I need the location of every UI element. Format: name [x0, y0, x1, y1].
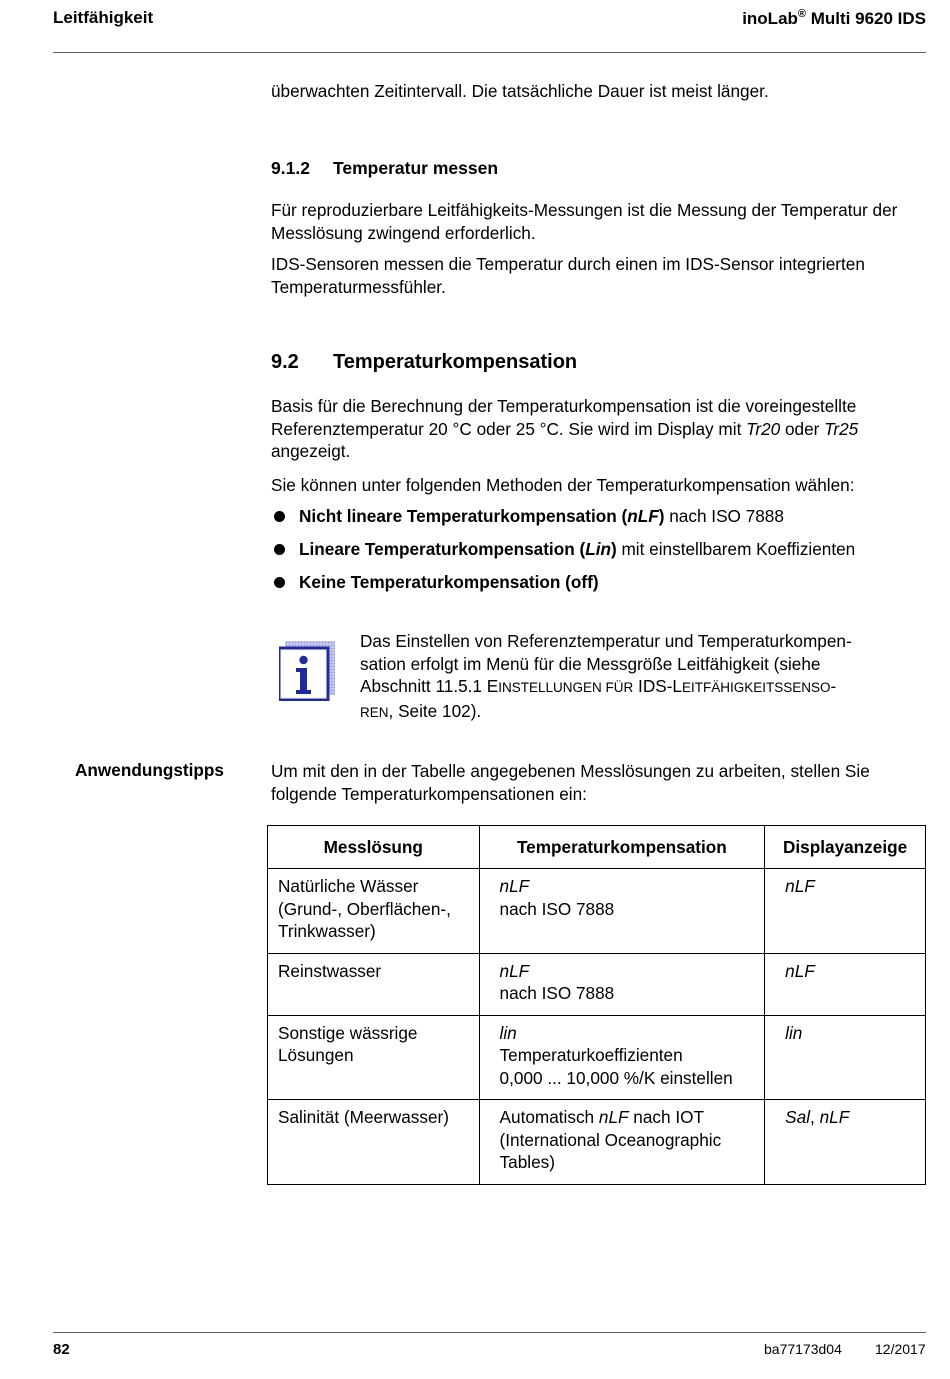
list-item: Lineare Temperaturkompensation (Lin) mit einstellbarem Koeffizienten	[271, 538, 855, 560]
footer-divider	[53, 1332, 926, 1333]
paragraph-ids-sensors: IDS-Sensoren messen die Temperatur durch einen im IDS-Sensor integrierten Temperaturmessfühler.	[271, 254, 865, 297]
table-row	[268, 953, 926, 1015]
cell-display: lin	[765, 1015, 926, 1100]
bullet-icon	[274, 544, 285, 555]
cell-display: nLF	[765, 953, 926, 1015]
compensation-table	[267, 825, 926, 1185]
side-label-application-tips: Anwendungstipps	[75, 760, 224, 780]
column-header-temperature-compensation: Temperaturkompensation	[479, 826, 765, 869]
paragraph-application-tips: Um mit den in der Tabelle angegebenen Messlösungen zu arbeiten, stellen Sie folgende Temperaturkompensationen ein:	[271, 761, 870, 804]
cell-solution: Salinität (Meerwasser)	[268, 1100, 480, 1185]
document-id: ba77173d04	[764, 1341, 842, 1357]
section-heading-9-2: 9.2 Temperaturkompensation	[271, 351, 578, 373]
column-header-measuring-solution: Messlösung	[268, 826, 480, 869]
paragraph-methods: Sie können unter folgenden Methoden der Temperaturkompensation wählen:	[271, 475, 855, 495]
paragraph-reference-temperature: Basis für die Berechnung der Temperaturkompensation ist die voreingestellte Referenztemperatur 20 °C oder 25 °C. Sie wird im Display mit Tr20 oder Tr25 angezeigt.	[271, 396, 859, 461]
cell-compensation: nLF nach ISO 7888	[479, 953, 765, 1015]
table-header-row	[268, 826, 926, 869]
list-item: Nicht lineare Temperaturkompensation (nLF) nach ISO 7888	[271, 505, 784, 527]
header-product-name: inoLab® Multi 9620 IDS	[742, 8, 926, 28]
info-icon	[279, 641, 335, 701]
cell-solution: Sonstige wässrige Lösungen	[268, 1015, 480, 1100]
table-row	[268, 1100, 926, 1185]
cell-display: Sal, nLF	[765, 1100, 926, 1185]
column-header-display: Displayanzeige	[765, 826, 926, 869]
document-date: 12/2017	[875, 1341, 926, 1357]
cell-compensation: Automatisch nLF nach IOT (International Oceanographic Tables)	[479, 1100, 765, 1185]
info-note-text: Das Einstellen von Referenztemperatur und Temperaturkompen- sation erfolgt im Menü für die Messgröße Leitfähigkeit (siehe Abschnitt 11.5.1 EINSTELLUNGEN FÜR IDS-LEITFÄHIGKEITSSENSO- REN, Seite 102).	[360, 631, 852, 721]
table-row	[268, 1015, 926, 1100]
cell-solution: Natürliche Wässer (Grund-, Oberflächen-, Trinkwasser)	[268, 869, 480, 954]
section-heading-9-1-2: 9.1.2 Temperatur messen	[271, 158, 499, 178]
bullet-icon	[274, 577, 285, 588]
header-chapter-title: Leitfähigkeit	[53, 8, 154, 27]
page-number: 82	[53, 1341, 70, 1358]
cell-compensation: nLF nach ISO 7888	[479, 869, 765, 954]
paragraph-reproducible: Für reproduzierbare Leitfähigkeits-Messungen ist die Messung der Temperatur der Messlösung zwingend erforderlich.	[271, 200, 898, 243]
cell-solution: Reinstwasser	[268, 953, 480, 1015]
table-row	[268, 869, 926, 954]
bullet-icon	[274, 511, 285, 522]
header-divider	[53, 52, 926, 53]
list-item: Keine Temperaturkompensation (off)	[271, 571, 599, 593]
intro-paragraph: überwachten Zeitintervall. Die tatsächliche Dauer ist meist länger.	[271, 81, 769, 101]
cell-compensation: lin Temperaturkoeffizienten 0,000 ... 10,000 %/K einstellen	[479, 1015, 765, 1100]
cell-display: nLF	[765, 869, 926, 954]
